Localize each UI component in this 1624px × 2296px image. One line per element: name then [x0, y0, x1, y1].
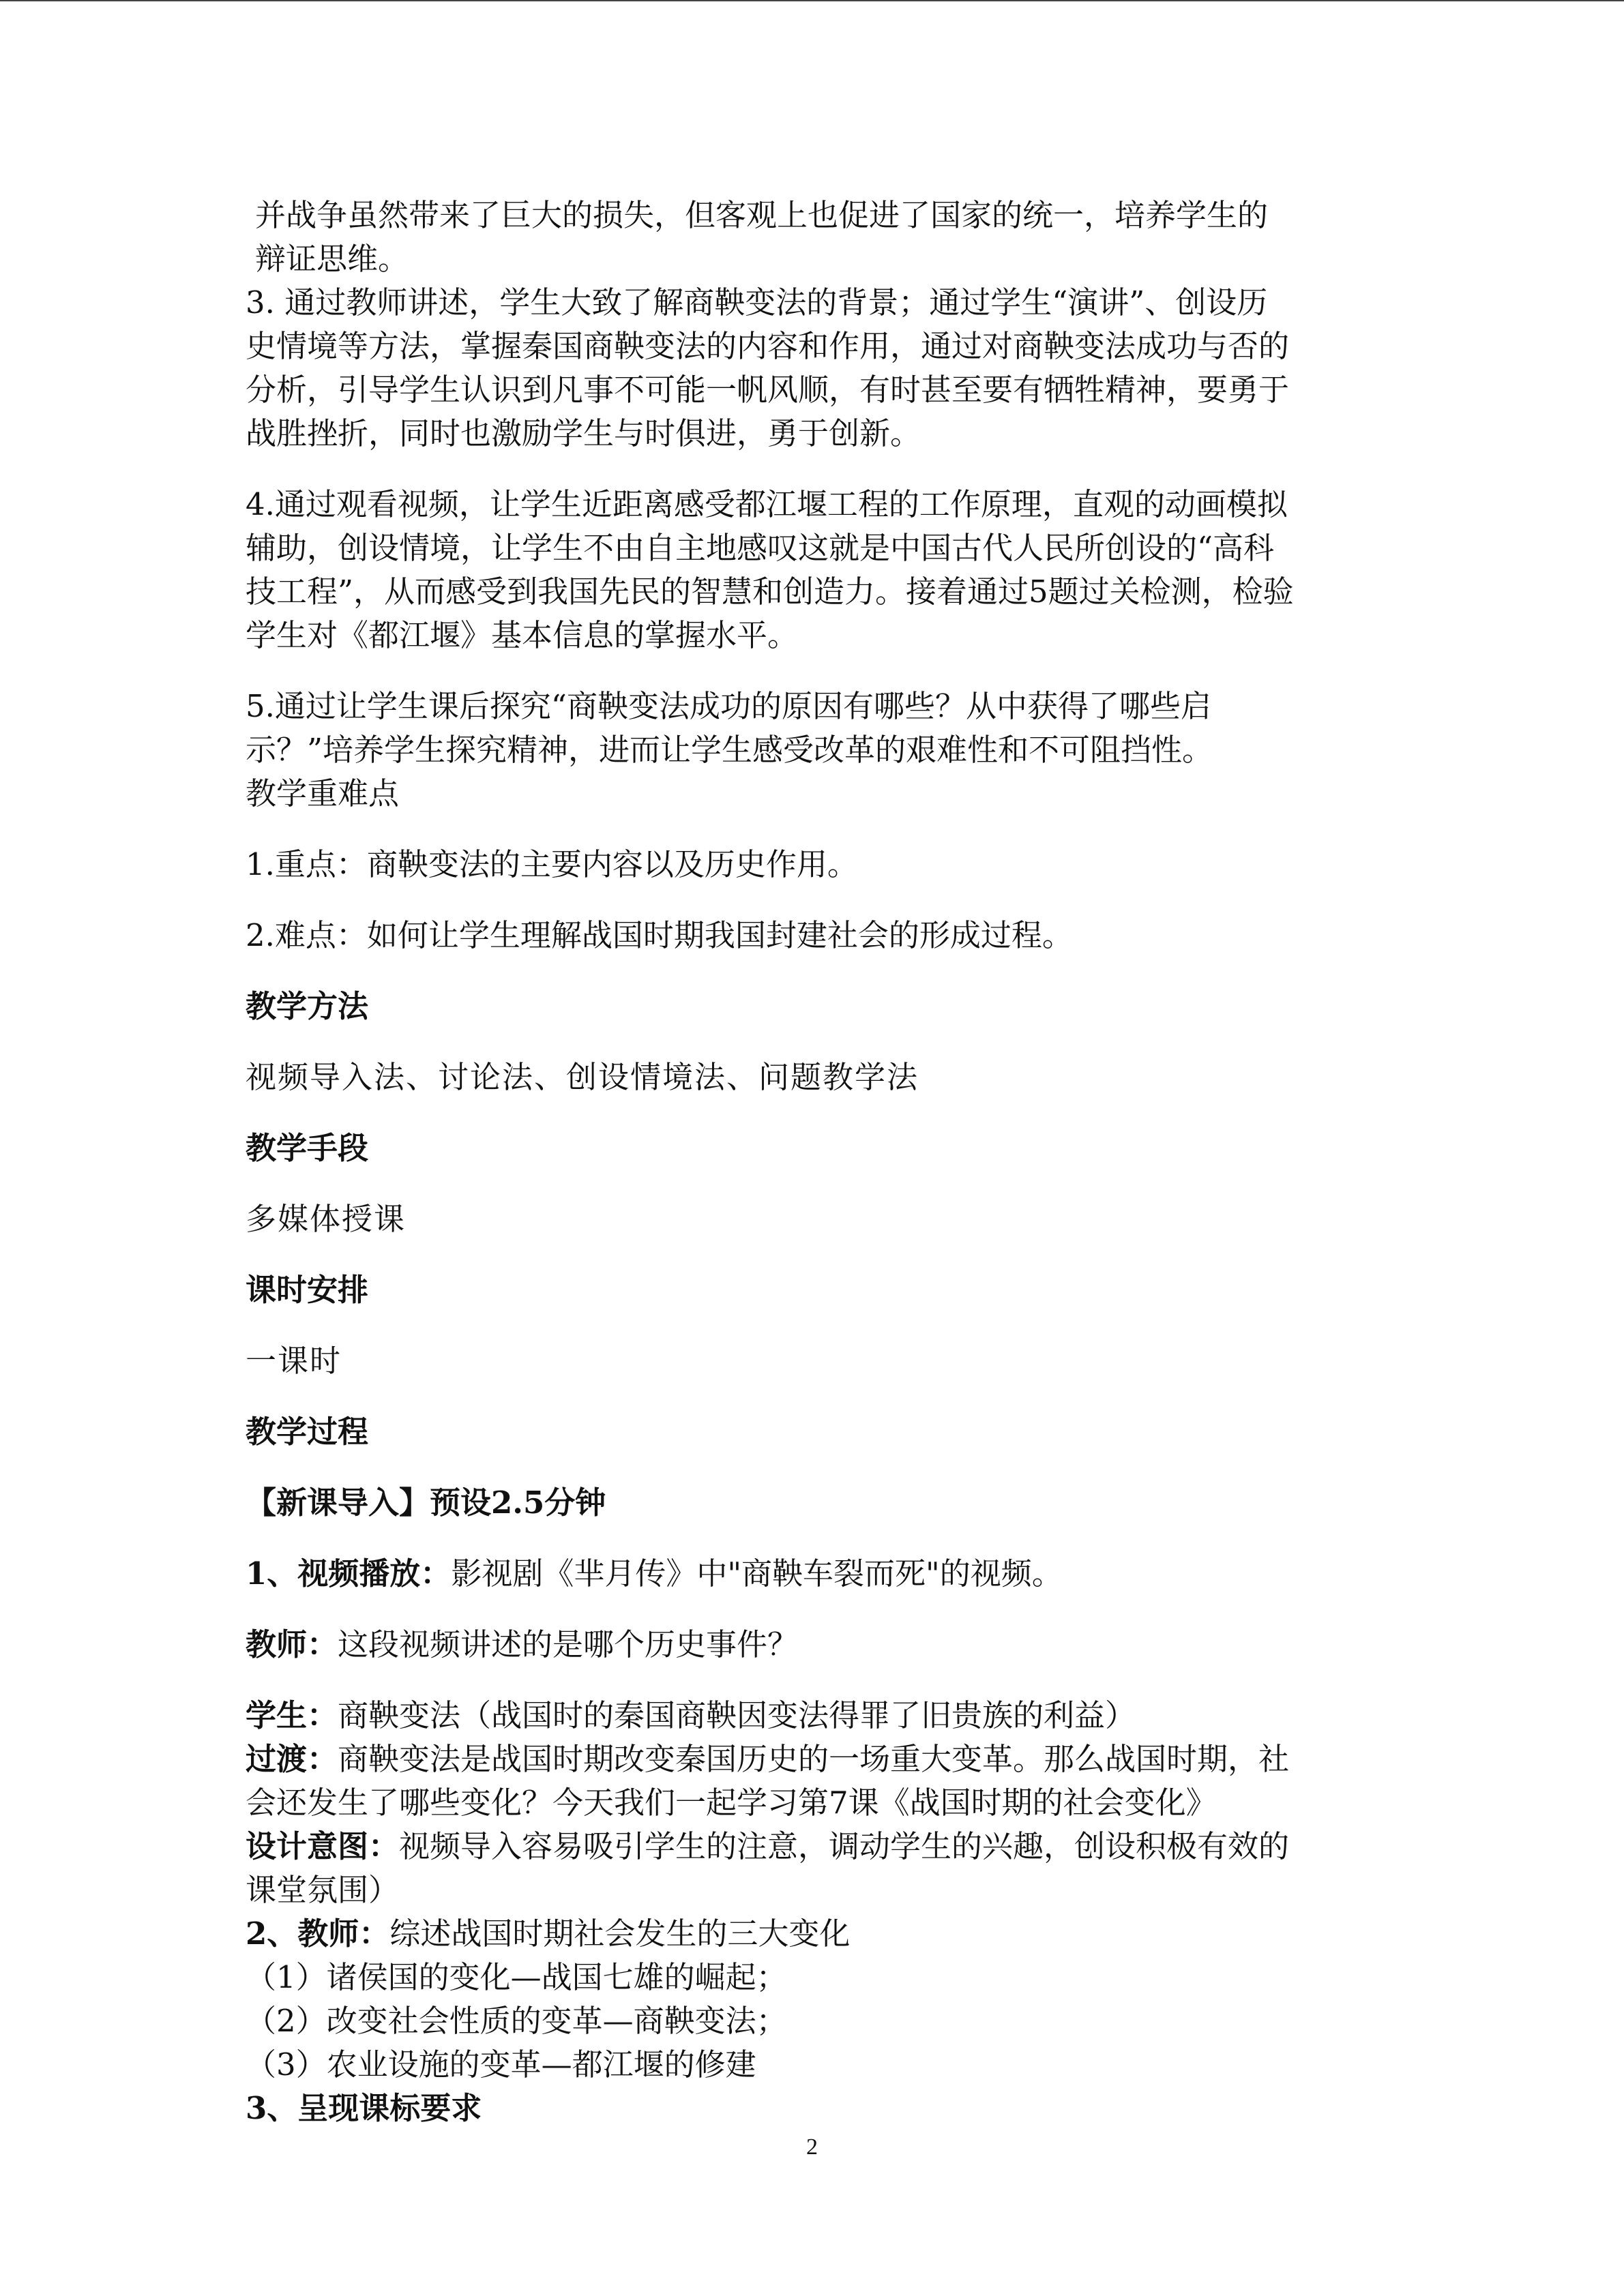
- paragraph-goal-4: 4.通过观看视频，让学生近距离感受都江堰工程的工作原理，直观的动画模拟 辅助，创设情境，让学生不由自主地感叹这就是中国古代人民所创设的“高科 技工程”，从而感受到我国先民的智慧和创造力。接着通过5题过关检测，检验 学生对《都江堰》基本信息的掌握水平。: [246, 486, 1294, 653]
- dialogue-label: 2、教师：: [246, 1915, 390, 1952]
- heading-key-points: 教学重难点: [246, 775, 400, 811]
- dialogue-teacher-question: [246, 1623, 1378, 1667]
- dialogue-video: [246, 1552, 1378, 1596]
- class-hours-text: 一课时: [246, 1343, 342, 1379]
- dialogue-text: 视频导入容易吸引学生的注意，调动学生的兴趣，创设积极有效的 课堂氛围）: [246, 1828, 1290, 1908]
- key-point-1: 1.重点：商鞅变法的主要内容以及历史作用。: [246, 846, 858, 882]
- dialogue-text: 这段视频讲述的是哪个历史事件？: [338, 1626, 799, 1663]
- change-item-2: （2）改变社会性质的变革—商鞅变法；: [246, 2003, 787, 2039]
- page-number: 2: [806, 2134, 818, 2160]
- dialogue-text: 影视剧《芈月传》中"商鞅车裂而死"的视频。: [451, 1555, 1063, 1592]
- change-item-3: （3）农业设施的变革—都江堰的修建: [246, 2046, 756, 2083]
- heading-teaching-process: 教学过程: [246, 1414, 369, 1450]
- paragraph-goal-5: 5.通过让学生课后探究“商鞅变法成功的原因有哪些？从中获得了哪些启 示？”培养学生探究精神，进而让学生感受改革的艰难性和不可阻挡性。: [246, 688, 1213, 768]
- dialogue-design-intent: [246, 1825, 1378, 1912]
- teaching-means-text: 多媒体授课: [246, 1201, 407, 1237]
- paragraph-goal-2-end: 并战争虽然带来了巨大的损失，但客观上也促进了国家的统一，培养学生的 辩证思维。: [255, 197, 1269, 277]
- dialogue-text: 商鞅变法（战国时的秦国商鞅因变法得罪了旧贵族的利益）: [338, 1697, 1136, 1733]
- heading-teaching-methods: 教学方法: [246, 988, 369, 1024]
- dialogue-text: 商鞅变法是战国时期改变秦国历史的一场重大变革。那么战国时期，社 会还发生了哪些变化？今天我们一起学习第7课《战国时期的社会变化》: [246, 1741, 1290, 1821]
- change-item-1: （1）诸侯国的变化—战国七雄的崛起；: [246, 1959, 787, 1995]
- dialogue-label: 教师：: [246, 1626, 338, 1663]
- dialogue-teacher-summary: [246, 1912, 1378, 1956]
- dialogue-student-answer: [246, 1694, 1378, 1738]
- heading-class-hours: 课时安排: [246, 1272, 369, 1308]
- dialogue-label: 学生：: [246, 1697, 338, 1733]
- dialogue-transition: [246, 1738, 1378, 1825]
- dialogue-label: 1、视频播放：: [246, 1555, 452, 1592]
- key-point-2: 2.难点：如何让学生理解战国时期我国封建社会的形成过程。: [246, 917, 1073, 953]
- heading-curriculum-requirements: 3、呈现课标要求: [246, 2090, 482, 2126]
- heading-new-lesson-intro: 【新课导入】预设2.5分钟: [246, 1485, 606, 1521]
- teaching-methods-text: 视频导入法、讨论法、创设情境法、问题教学法: [246, 1059, 919, 1095]
- dialogue-label: 设计意图：: [246, 1828, 400, 1864]
- paragraph-goal-3: 3. 通过教师讲述，学生大致了解商鞅变法的背景；通过学生“演讲”、创设历 史情境等方法，掌握秦国商鞅变法的内容和作用，通过对商鞅变法成功与否的 分析，引导学生认识到凡事不可能一帆风顺，有时甚至要有牺牲精神，要勇于 战胜挫折，同时也激励学生与时俱进，勇于创新。: [246, 284, 1290, 451]
- document-body: [246, 194, 1378, 2130]
- dialogue-label: 过渡：: [246, 1741, 338, 1777]
- dialogue-text: 综述战国时期社会发生的三大变化: [389, 1915, 851, 1952]
- heading-teaching-means: 教学手段: [246, 1130, 369, 1166]
